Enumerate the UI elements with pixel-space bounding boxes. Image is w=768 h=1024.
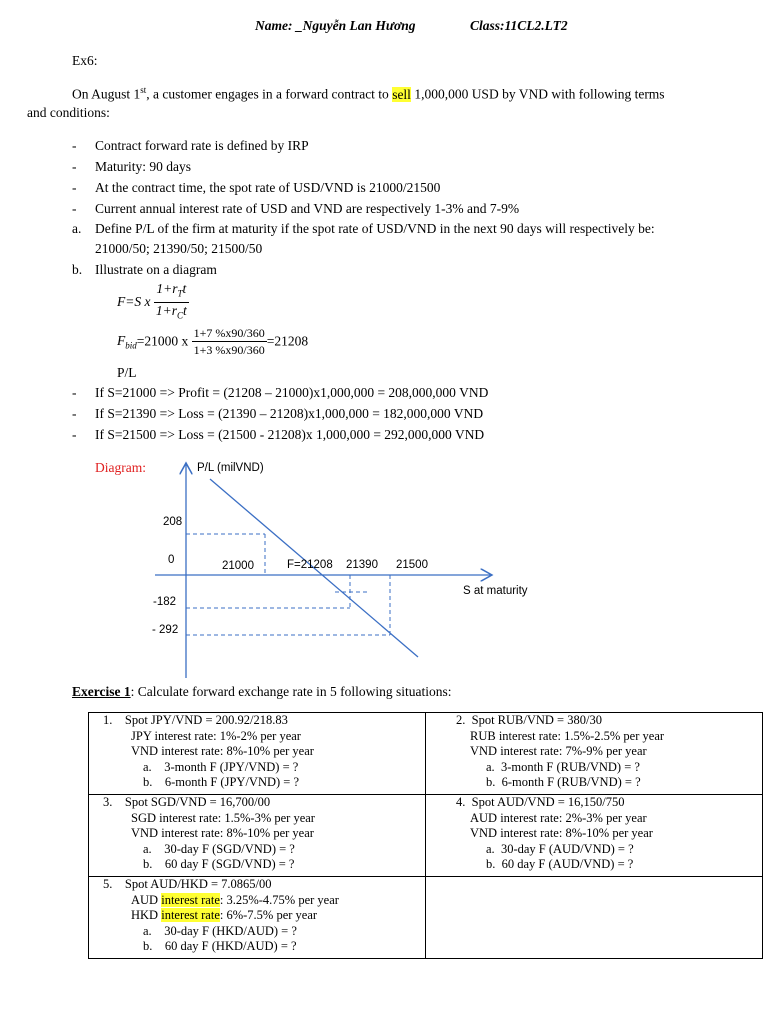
exercise-title: Ex6:	[72, 53, 98, 68]
term-item: Contract forward rate is defined by IRP	[95, 138, 309, 153]
exercise-cell: 4. Spot AUD/VND = 16,150/750 AUD interest rate: 2%-3% per year VND interest rate: 8%-10% per year a. 30-day F (AUD/VND) = ? b. 60 day F (AUD/VND) = ?	[426, 795, 763, 877]
x-tick: 21390	[346, 559, 378, 571]
pl-item: If S=21000 => Profit = (21208 – 21000)x1,000,000 = 208,000,000 VND	[95, 385, 489, 400]
y-tick: - 292	[152, 624, 179, 636]
exercise1-table	[88, 712, 763, 959]
task-b-marker: b.	[72, 262, 83, 277]
task-a-text-2: 21000/50; 21390/50; 21500/50	[95, 241, 263, 256]
task-a-marker: a.	[72, 221, 82, 236]
y-axis-label: P/L (milVND)	[197, 462, 264, 474]
highlight-interest-rate: interest rate	[161, 892, 220, 907]
bullet-dash: -	[72, 427, 77, 442]
exercise-cell: 5. Spot AUD/HKD = 7.0865/00 AUD interest rate: 3.25%-4.75% per year HKD interest rate: 6%-7.5% per year a. 30-day F (HKD/AUD) = ? b. 60 day F (HKD/AUD) = ?	[89, 877, 426, 959]
formula-fbid: $F_{bid}=21000$ x $\frac{1+7 \%x90/360}{1+3 \%x90/360}$ =21208	[117, 326, 309, 357]
y-tick: -182	[153, 596, 177, 608]
intro-line-2: and conditions:	[27, 105, 110, 120]
exercise1-heading: Exercise 1: Calculate forward exchange rate in 5 following situations:	[72, 684, 452, 699]
y-tick: 208	[163, 516, 183, 528]
bullet-dash: -	[72, 138, 77, 153]
diagram-label: Diagram:	[95, 460, 146, 475]
bullet-dash: -	[72, 406, 77, 421]
term-item: At the contract time, the spot rate of USD/VND is 21000/21500	[95, 180, 441, 195]
class-label: Class:11CL2.LT2	[470, 18, 568, 33]
pl-item: If S=21390 => Loss = (21390 – 21208)x1,000,000 = 182,000,000 VND	[95, 406, 484, 421]
bullet-dash: -	[72, 201, 77, 216]
y-tick: 0	[168, 554, 175, 566]
intro-paragraph: On August 1st, a customer engages in a forward contract to sell 1,000,000 USD by VND with following terms	[72, 85, 665, 102]
exercise-cell: 2. Spot RUB/VND = 380/30 RUB interest rate: 1.5%-2.5% per year VND interest rate: 7%-9% per year a. 3-month F (RUB/VND) = ? b. 6-month F (RUB/VND) = ?	[426, 713, 763, 795]
pl-label: P/L	[117, 365, 137, 380]
task-b-text: Illustrate on a diagram	[95, 262, 217, 277]
formula-irp: F=S x $\frac{1+r_Tt}{1+r_Ct}$	[117, 281, 187, 321]
student-name: Name: _Nguyễn Lan Hương	[255, 18, 416, 33]
exercise-cell: 3. Spot SGD/VND = 16,700/00 SGD interest rate: 1.5%-3% per year VND interest rate: 8%-10% per year a. 30-day F (SGD/VND) = ? b. 60 day F (SGD/VND) = ?	[89, 795, 426, 877]
x-tick: 21500	[396, 559, 428, 571]
highlight-interest-rate: interest rate	[161, 908, 220, 922]
bullet-dash: -	[72, 180, 77, 195]
task-a-text: Define P/L of the firm at maturity if the spot rate of USD/VND in the next 90 days will respectively be:	[95, 221, 655, 236]
x-axis-label: S at maturity	[463, 585, 528, 597]
pl-diagram	[0, 455, 520, 685]
term-item: Current annual interest rate of USD and VND are respectively 1-3% and 7-9%	[95, 201, 520, 216]
x-tick: F=21208	[287, 559, 333, 571]
x-tick: 21000	[222, 560, 254, 572]
bullet-dash: -	[72, 159, 77, 174]
bullet-dash: -	[72, 385, 77, 400]
exercise-cell: 1. Spot JPY/VND = 200.92/218.83 JPY interest rate: 1%-2% per year VND interest rate: 8%-10% per year a. 3-month F (JPY/VND) = ? b. 6-month F (JPY/VND) = ?	[89, 713, 426, 795]
empty-cell	[426, 877, 763, 959]
term-item: Maturity: 90 days	[95, 159, 191, 174]
highlight-sell: sell	[392, 86, 411, 102]
pl-item: If S=21500 => Loss = (21500 - 21208)x 1,000,000 = 292,000,000 VND	[95, 427, 485, 442]
